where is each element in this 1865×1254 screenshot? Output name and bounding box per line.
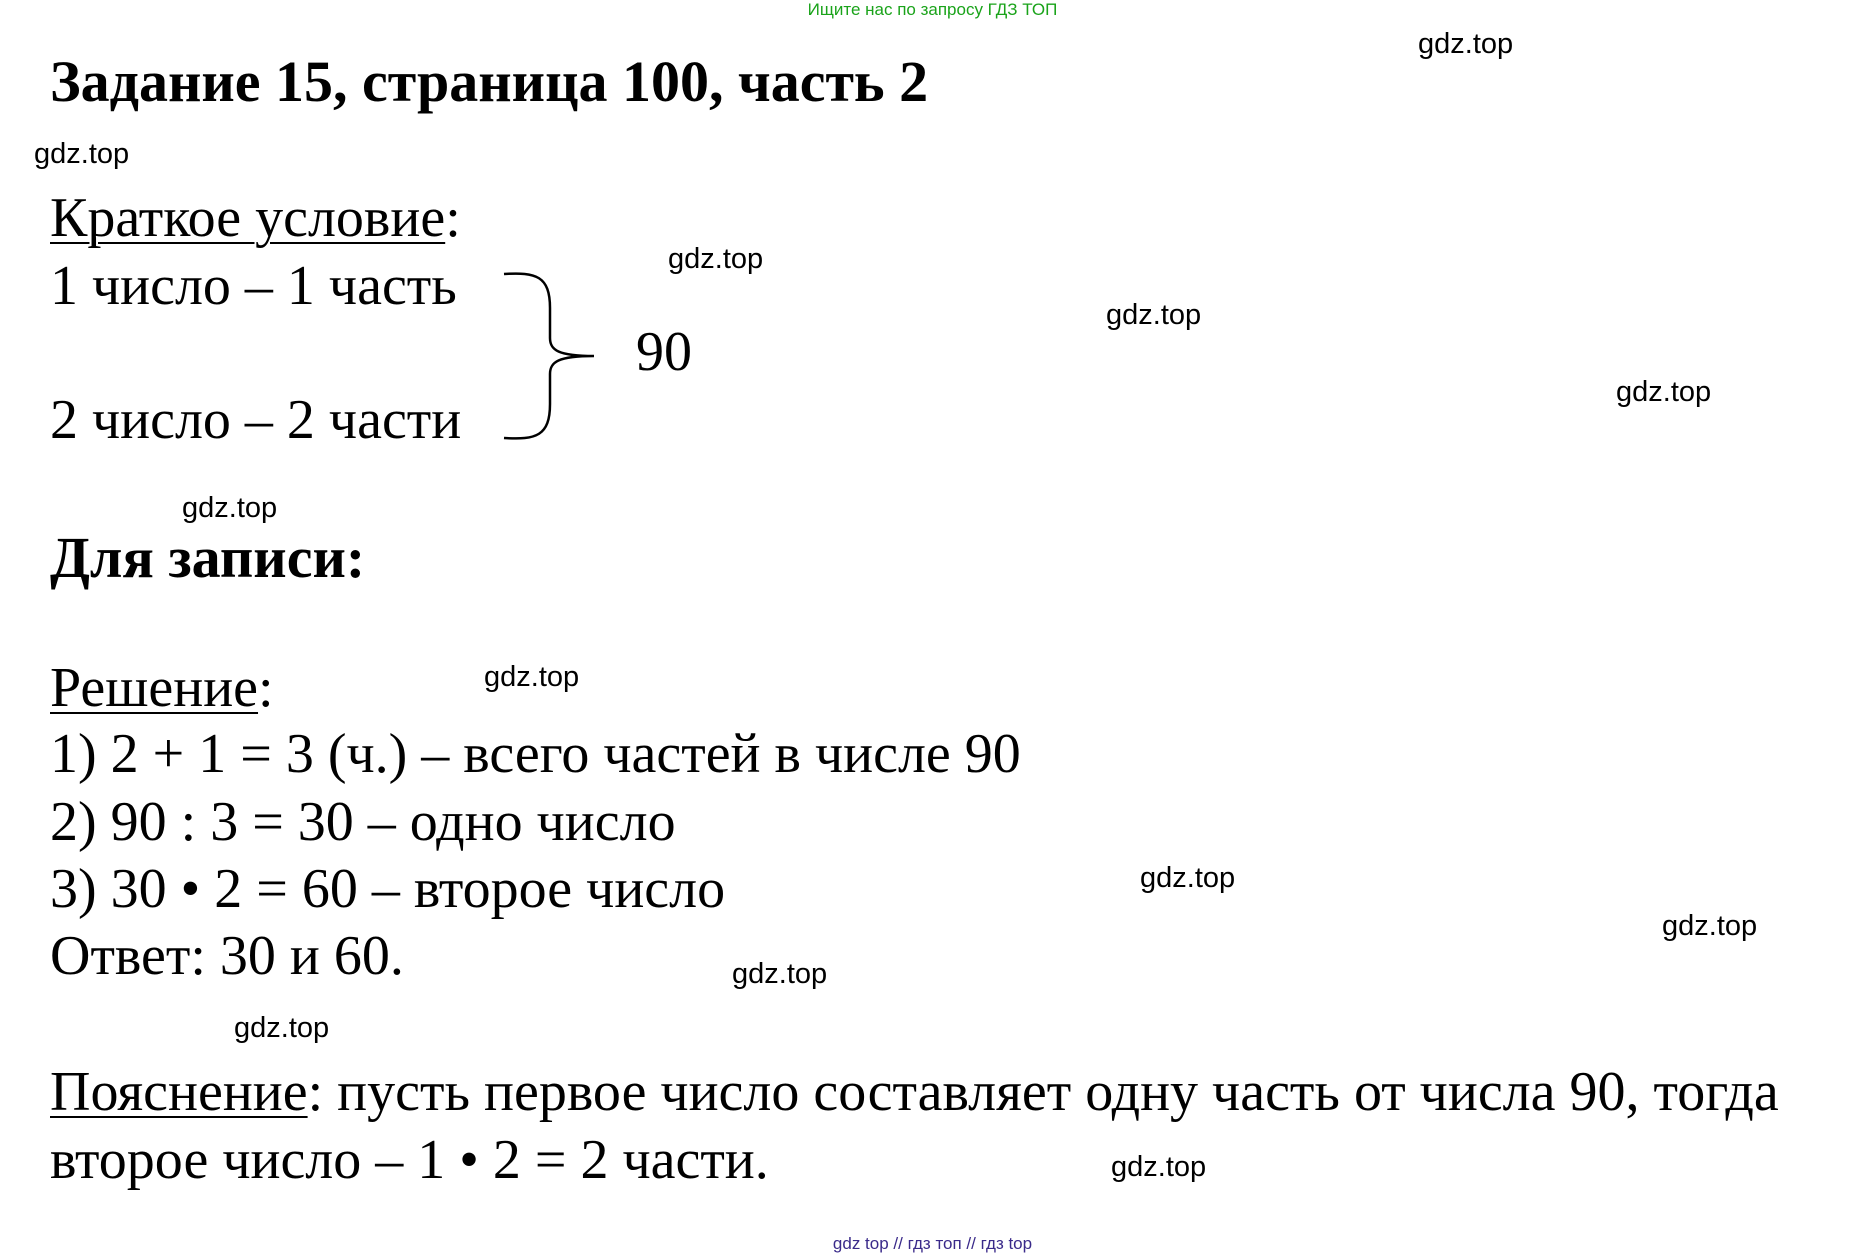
condition-heading: [50, 186, 461, 250]
watermark: gdz.top: [1106, 299, 1202, 331]
curly-brace-icon: [500, 268, 600, 444]
explanation-line-1: [50, 1060, 1779, 1124]
page-title: Задание 15, страница 100, часть 2: [50, 49, 929, 114]
solution-label: Решение: [50, 657, 259, 719]
solution-step-1: 1) 2 + 1 = 3 (ч.) – всего частей в числе 90: [50, 723, 1021, 785]
watermark: gdz.top: [1418, 28, 1514, 60]
watermark: gdz.top: [1662, 910, 1758, 942]
watermark: gdz.top: [234, 1012, 330, 1044]
condition-label: Краткое условие: [50, 187, 446, 249]
condition-colon: :: [445, 187, 461, 249]
explanation-line-2: второе число – 1 • 2 = 2 части.: [50, 1129, 769, 1191]
solution-step-3: 3) 30 • 2 = 60 – второе число: [50, 858, 726, 920]
notes-heading: Для записи:: [50, 525, 366, 590]
watermark: gdz.top: [182, 492, 278, 524]
watermark: gdz.top: [1111, 1151, 1207, 1183]
watermark: gdz.top: [34, 138, 130, 170]
condition-total: 90: [636, 321, 692, 383]
answer: Ответ: 30 и 60.: [50, 925, 404, 987]
explanation-text-1: : пусть первое число составляет одну часть от числа 90, тогда: [307, 1061, 1779, 1123]
solution-step-2: 2) 90 : 3 = 30 – одно число: [50, 791, 676, 853]
solution-heading: [50, 656, 274, 720]
explanation-label: Пояснение: [50, 1061, 308, 1123]
watermark: gdz.top: [1140, 862, 1236, 894]
watermark: gdz.top: [668, 243, 764, 275]
top-banner: Ищите нас по запросу ГДЗ ТОП: [807, 0, 1058, 19]
watermark: gdz.top: [484, 661, 580, 693]
footer-links: gdz top // гдз топ // гдз top: [832, 1234, 1033, 1253]
watermark: gdz.top: [1616, 376, 1712, 408]
condition-line-2: 2 число – 2 части: [50, 389, 462, 451]
watermark: gdz.top: [732, 958, 828, 990]
condition-line-1: 1 число – 1 часть: [50, 255, 457, 317]
solution-colon: :: [258, 657, 274, 719]
